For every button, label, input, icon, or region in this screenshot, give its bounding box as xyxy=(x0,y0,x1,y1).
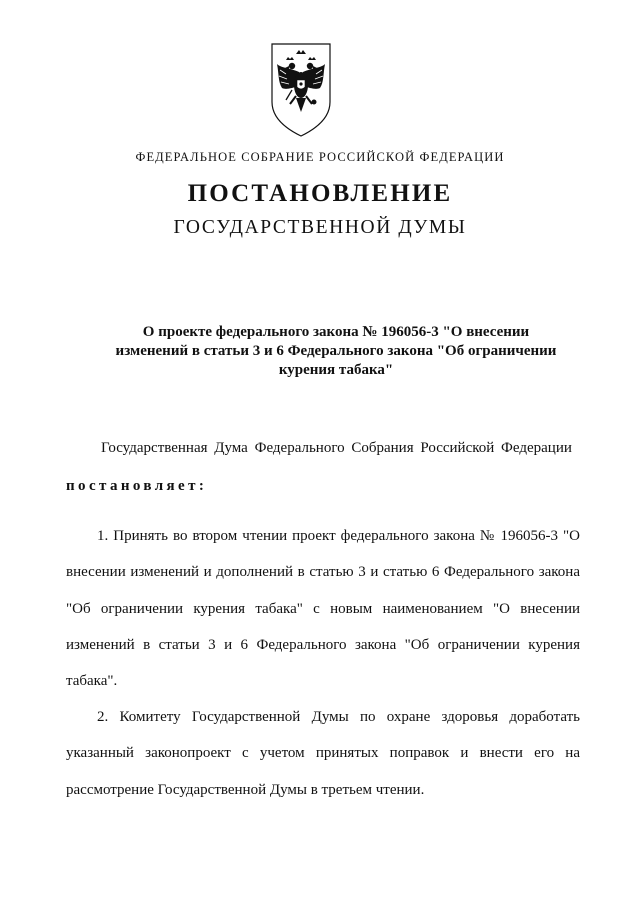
bill-title-line: изменений в статьи 3 и 6 Федерального закона "Об ограничении xyxy=(115,343,557,359)
paragraph-1: 1. Принять во втором чтении проект федерального закона № 196056-3 "О внесении изменений и дополнений в статью 3 и статью 6 Федерального закона "Об ограничении курения табака" с новым наименованием "О внесении изменений в статьи 3 и 6 Федерального закона "Об ограничении курения табака". xyxy=(66,528,580,690)
preamble-text: Государственная Дума Федерального Собрания Российской Федерации xyxy=(101,440,572,456)
bill-title-line: курения табака" xyxy=(278,362,394,378)
federal-assembly-heading: ФЕДЕРАЛЬНОЕ СОБРАНИЕ РОССИЙСКОЙ ФЕДЕРАЦИИ xyxy=(135,150,505,164)
coat-of-arms-emblem xyxy=(266,40,336,140)
double-headed-eagle-icon xyxy=(266,40,336,140)
paragraph-2: 2. Комитету Государственной Думы по охране здоровья доработать указанный законопроект с учетом принятых поправок и внести его на рассмотрение Государственной Думы в третьем чтении. xyxy=(66,709,580,798)
bill-title-line: О проекте федерального закона № 196056-3 "О внесении xyxy=(142,324,530,340)
resolution-title: ПОСТАНОВЛЕНИЕ xyxy=(187,180,453,207)
decree-word: постановляет: xyxy=(66,478,208,494)
resolution-subtitle: ГОСУДАРСТВЕННОЙ ДУМЫ xyxy=(173,217,467,238)
bill-title xyxy=(66,323,606,380)
